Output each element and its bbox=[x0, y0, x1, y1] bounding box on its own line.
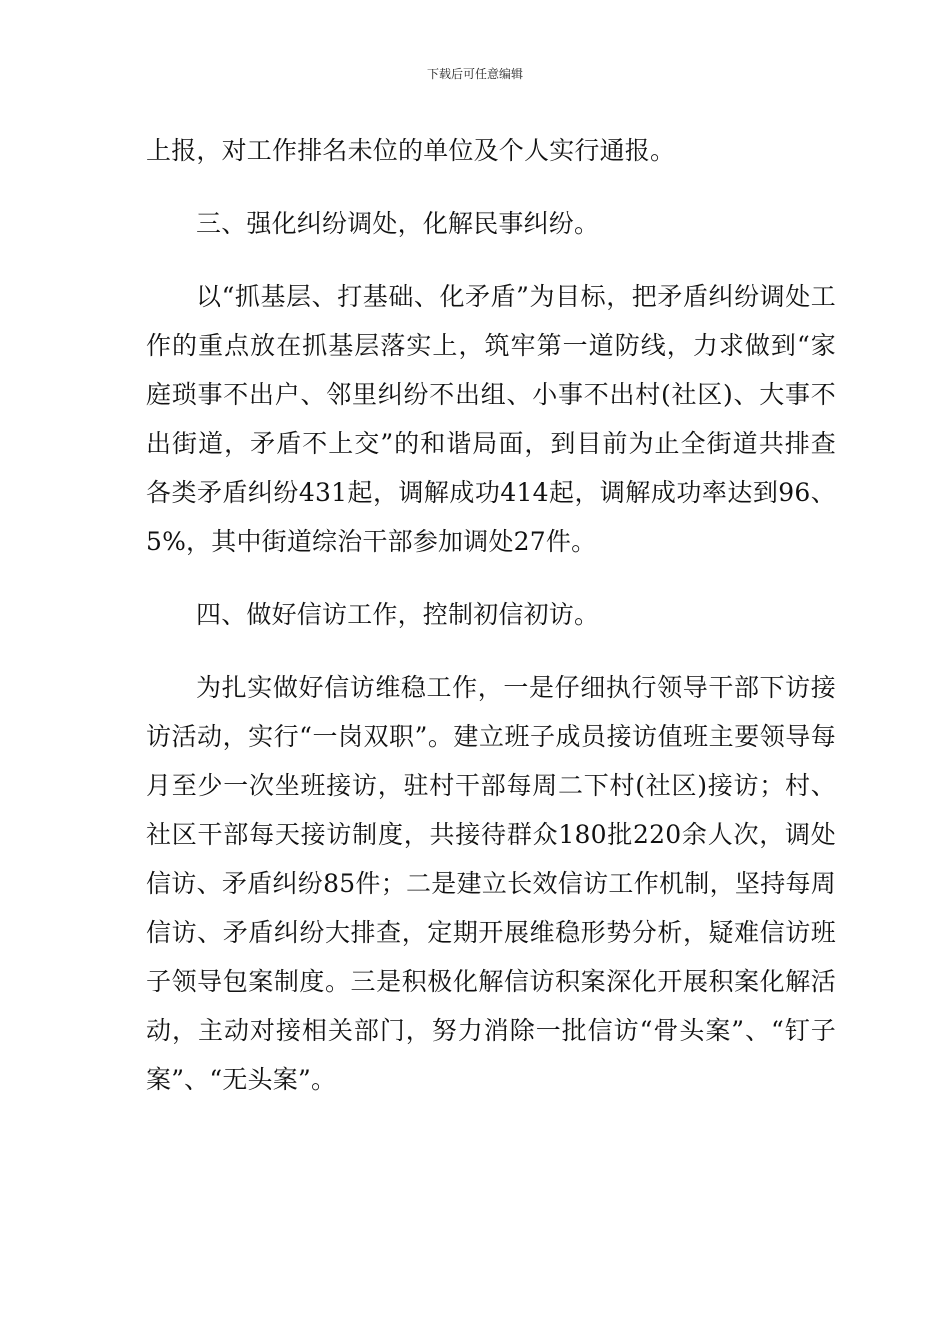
paragraph-petition-work: 为扎实做好信访维稳工作，一是仔细执行领导干部下访接访活动，实行“一岗双职”。建立班子成员接访值班主要领导每月至少一次坐班接访，驻村干部每周二下村(社区)接访；村、社区干部每天接访制度，共接待群众180批220余人次，调处信访、矛盾纠纷85件；二是建立长效信访工作机制，坚持每周信访、矛盾纠纷大排查，定期开展维稳形势分析，疑难信访班子领导包案制度。三是积极化解信访积案深化开展积案化解活动，主动对接相关部门，努力消除一批信访“骨头案”、“钉子案”、“无头案”。 bbox=[146, 673, 836, 1094]
section-heading-4: 四、做好信访工作，控制初信初访。 bbox=[196, 600, 600, 629]
document-body bbox=[146, 126, 836, 1104]
paragraph-dispute-mediation: 以“抓基层、打基础、化矛盾”为目标，把矛盾纠纷调处工作的重点放在抓基层落实上，筑牢第一道防线，力求做到“家庭琐事不出户、邻里纠纷不出组、小事不出村(社区)、大事不出街道，矛盾不上交”的和谐局面，到目前为止全街道共排查各类矛盾纠纷431起，调解成功414起，调解成功率达到96、5%，其中街道综治干部参加调处27件。 bbox=[146, 282, 836, 556]
page-header: 下载后可任意编辑 bbox=[426, 67, 523, 81]
paragraph-continuation: 上报，对工作排名未位的单位及个人实行通报。 bbox=[146, 136, 676, 165]
section-heading-3: 三、强化纠纷调处，化解民事纠纷。 bbox=[196, 209, 600, 238]
